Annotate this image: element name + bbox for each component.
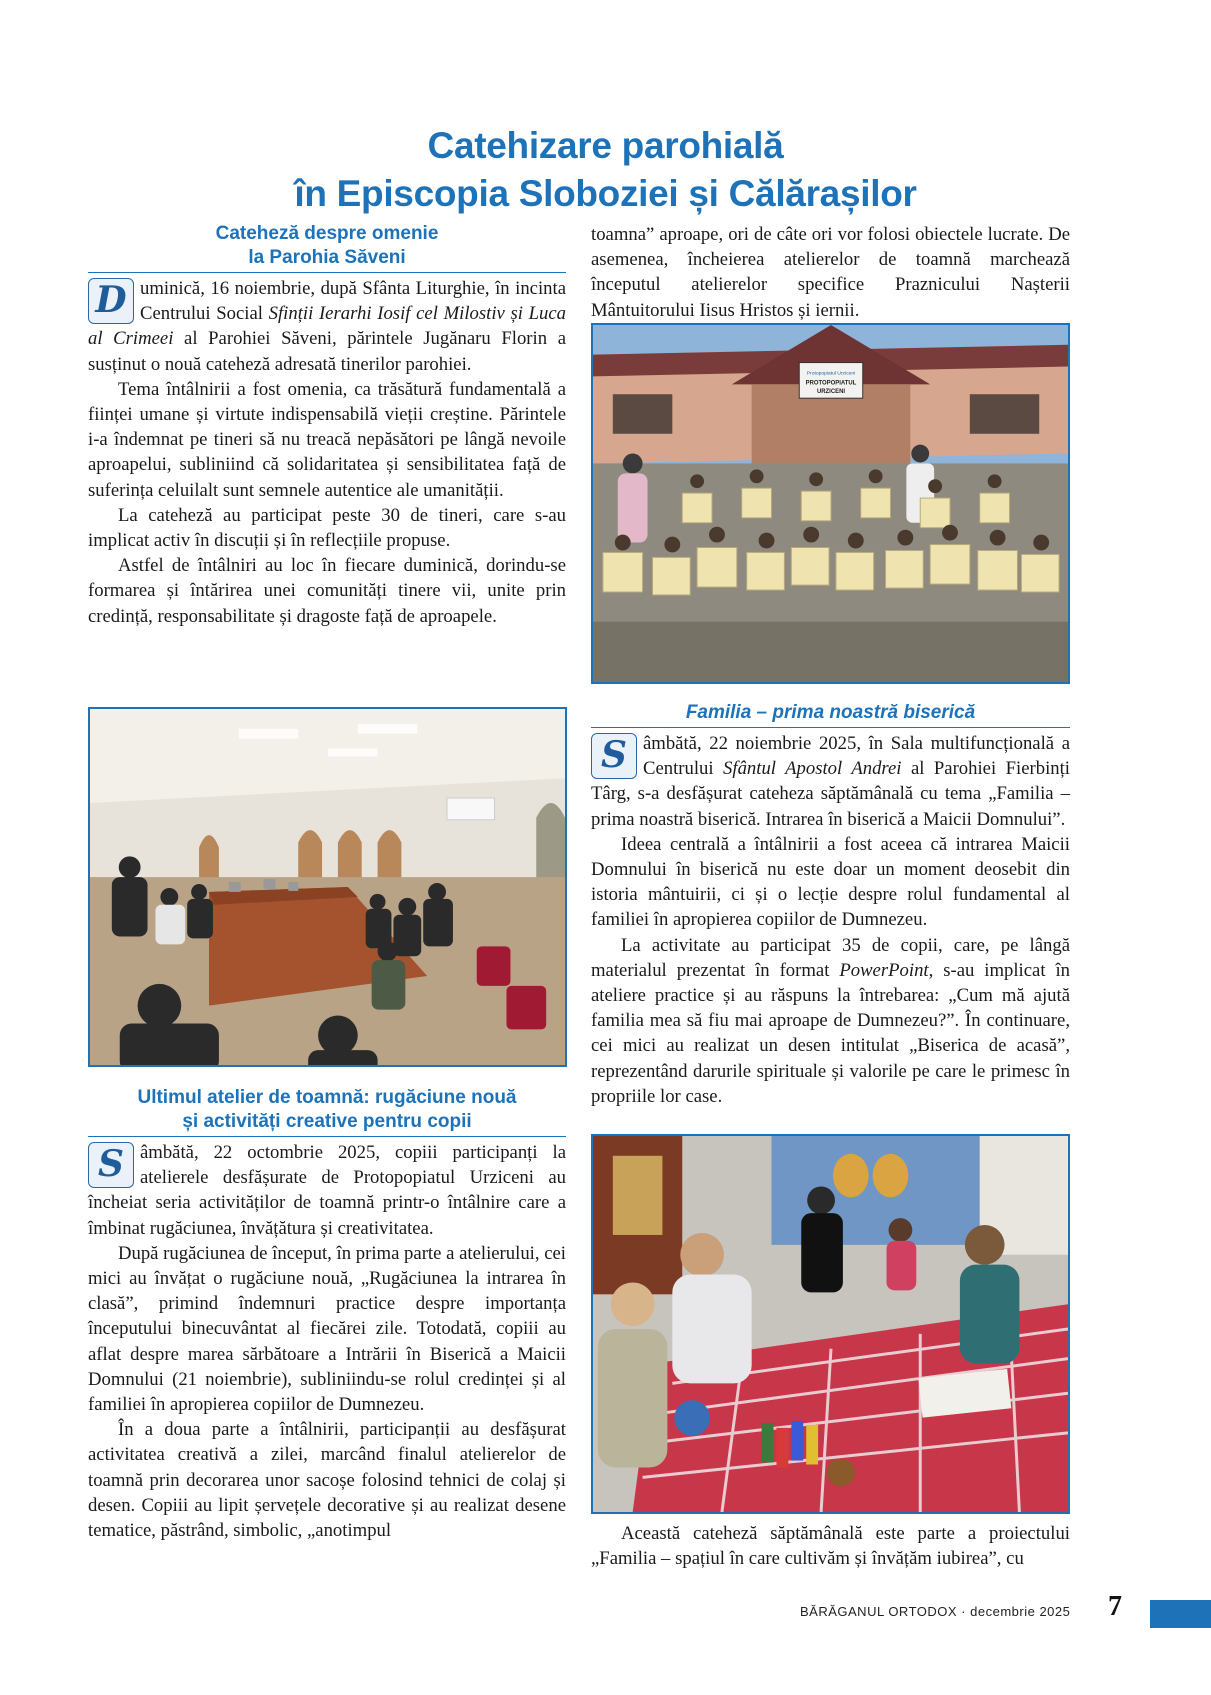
- text: al Parohiei Fierbinți Târg, s-a desfășurat cateheza săptămânală cu tema „Familia – prima noastră biserică. Intrarea în biserică a Maicii Domnului”.: [591, 758, 1070, 830]
- text: âmbătă, 22 octombrie 2025, copiii participanți la atelierele desfășurate de Protopopiatul Urziceni au încheiat seria activităților de toamnă printr-o întâlnire care a îmbinat rugăciunea, învățătura și creativitatea.: [88, 1142, 566, 1239]
- photo-children-table: [591, 1134, 1070, 1514]
- paragraph: toamna” aproape, ori de câte ori vor folosi obiectele lucrate. De asemenea, încheierea atelierelor de toamnă marchează începutul atelierelor specifice Praznicului Nașterii Mântuitorului Iisus Hristos și iernii.: [591, 224, 1070, 321]
- page-tab-decoration: [1150, 1600, 1211, 1628]
- article-atelier: [88, 1086, 566, 1543]
- text: uminică, 16 noiembrie, după Sfânta Liturghie, în incinta Centrului Social: [140, 278, 566, 325]
- paragraph: Ideea centrală a întâlnirii a fost aceea că intrarea Maicii Domnului în biserică nu este doar un moment deosebit din istoria mântuirii, ci și o lecție despre rolul fundamental al familiei în apropierea copiilor de Dumnezeu.: [591, 833, 1070, 931]
- article-atelier-continued: [591, 222, 1070, 323]
- paragraph: [591, 933, 1070, 1109]
- heading-line: Cateheză despre omenie: [215, 223, 439, 244]
- paragraph: Tema întâlnirii a fost omenia, ca trăsătură fundamentală a ființei umane și virtute indispensabilă vieții creștine. Părintele i-a îndemnat pe tineri să nu treacă nepăsători pe lângă nevoile aproapelui, subliniind că solidaritatea și sensibilitatea față de suferința celuilalt sunt semnele autentice ale umanității.: [88, 378, 566, 501]
- paragraph: Astfel de întâlniri au loc în fiecare duminică, dorindu-se formarea și întărirea unei comunități tinere vii, unite prin credință, responsabilitate și dragoste față de aproapele.: [88, 555, 566, 627]
- publication-name: BĂRĂGANUL ORTODOX: [800, 1604, 958, 1619]
- article-familia: [591, 701, 1070, 1109]
- italic-text: Sfântul Apostol Andrei: [723, 758, 902, 780]
- footer-publication: [800, 1604, 1070, 1619]
- heading-line: și activități creative pentru copii: [182, 1111, 472, 1132]
- italic-text: Sfinții Ierarhi Iosif cel Milostiv și Luca al Crimeei: [88, 303, 566, 350]
- text: , s-au implicat în ateliere practice și au răspuns la întrebarea: „Cum mă ajută familia mea să fiu mai aproape de Dumnezeu?”. În continuare, cei mici au realizat un desen intitulat „Biserica de acasă”, reprezentând darurile spirituale și valorile pe care le primesc în propriile lor case.: [591, 959, 1070, 1107]
- heading-line: Ultimul atelier de toamnă: rugăciune nouă: [137, 1087, 517, 1108]
- text: âmbătă, 22 noiembrie 2025, în Sala multifuncțională a Centrului: [643, 733, 1070, 780]
- paragraph: După rugăciunea de început, în prima parte a atelierului, cei mici au învățat o rugăciune nouă, „Rugăciunea la intrarea în clasă”, primind îndemnuri practice despre importanța începutului binecuvântat al fiecărei zile. Totodată, copiii au aflat despre marea sărbătoare a Intrării în Biserică a Maicii Domnului (21 noiembrie), subliniindu-se rolul credinței și al familiei în apropierea copiilor de Dumnezeu.: [88, 1242, 566, 1416]
- title-line-2: în Episcopia Sloboziei și Călărașilor: [294, 173, 917, 214]
- article-familia-end: [591, 1521, 1070, 1571]
- drop-cap: S: [88, 1142, 134, 1188]
- article-omenie-heading: [88, 222, 566, 273]
- italic-text: PowerPoint: [839, 959, 929, 981]
- page-number: 7: [1108, 1591, 1122, 1622]
- paragraph: La cateheză au participat peste 30 de tineri, care s-au implicat activ în discuții și în reflecțiile propuse.: [88, 504, 566, 552]
- title-line-1: Catehizare parohială: [427, 125, 784, 166]
- sign-text: PROTOPOPIATUL: [805, 380, 857, 387]
- sign-text: URZICENI: [816, 389, 846, 396]
- paragraph: [88, 1140, 566, 1241]
- publication-date: · decembrie 2025: [961, 1604, 1071, 1619]
- text: al Parohiei Săveni, părintele Jugănaru Florin a susținut o nouă cateheză adresată tinerilor parohiei.: [88, 328, 566, 375]
- text: La activitate au participat 35 de copii, care, pe lângă materialul prezentat în format: [591, 934, 1070, 981]
- photo-children-building: [591, 323, 1070, 684]
- drop-cap: D: [88, 278, 134, 324]
- paragraph: Această cateheză săptămânală este parte a proiectului „Familia – spațiul în care cultivăm și învățăm iubirea”, cu: [591, 1523, 1070, 1570]
- article-familia-heading: Familia – prima noastră biserică: [591, 701, 1070, 728]
- heading-line: la Parohia Săveni: [248, 247, 406, 268]
- photo-classroom: [88, 707, 567, 1067]
- article-omenie: [88, 222, 566, 629]
- paragraph: [591, 731, 1070, 832]
- article-atelier-heading: [88, 1086, 566, 1137]
- paragraph: În a doua parte a întâlnirii, participanții au desfășurat activitatea creativă a zilei, marcând finalul atelierelor de toamnă prin decorarea unor sacoșe folosind tehnici de colaj și desen. Copiii au lipit șervețele decorative și au realizat desene tematice, păstrând, simbolic, „anotimpul: [88, 1419, 566, 1542]
- drop-cap: S: [591, 733, 637, 779]
- page-title: [0, 122, 1211, 218]
- sign-text: Protopopiatul Urziceni: [806, 371, 856, 377]
- paragraph: [88, 276, 566, 377]
